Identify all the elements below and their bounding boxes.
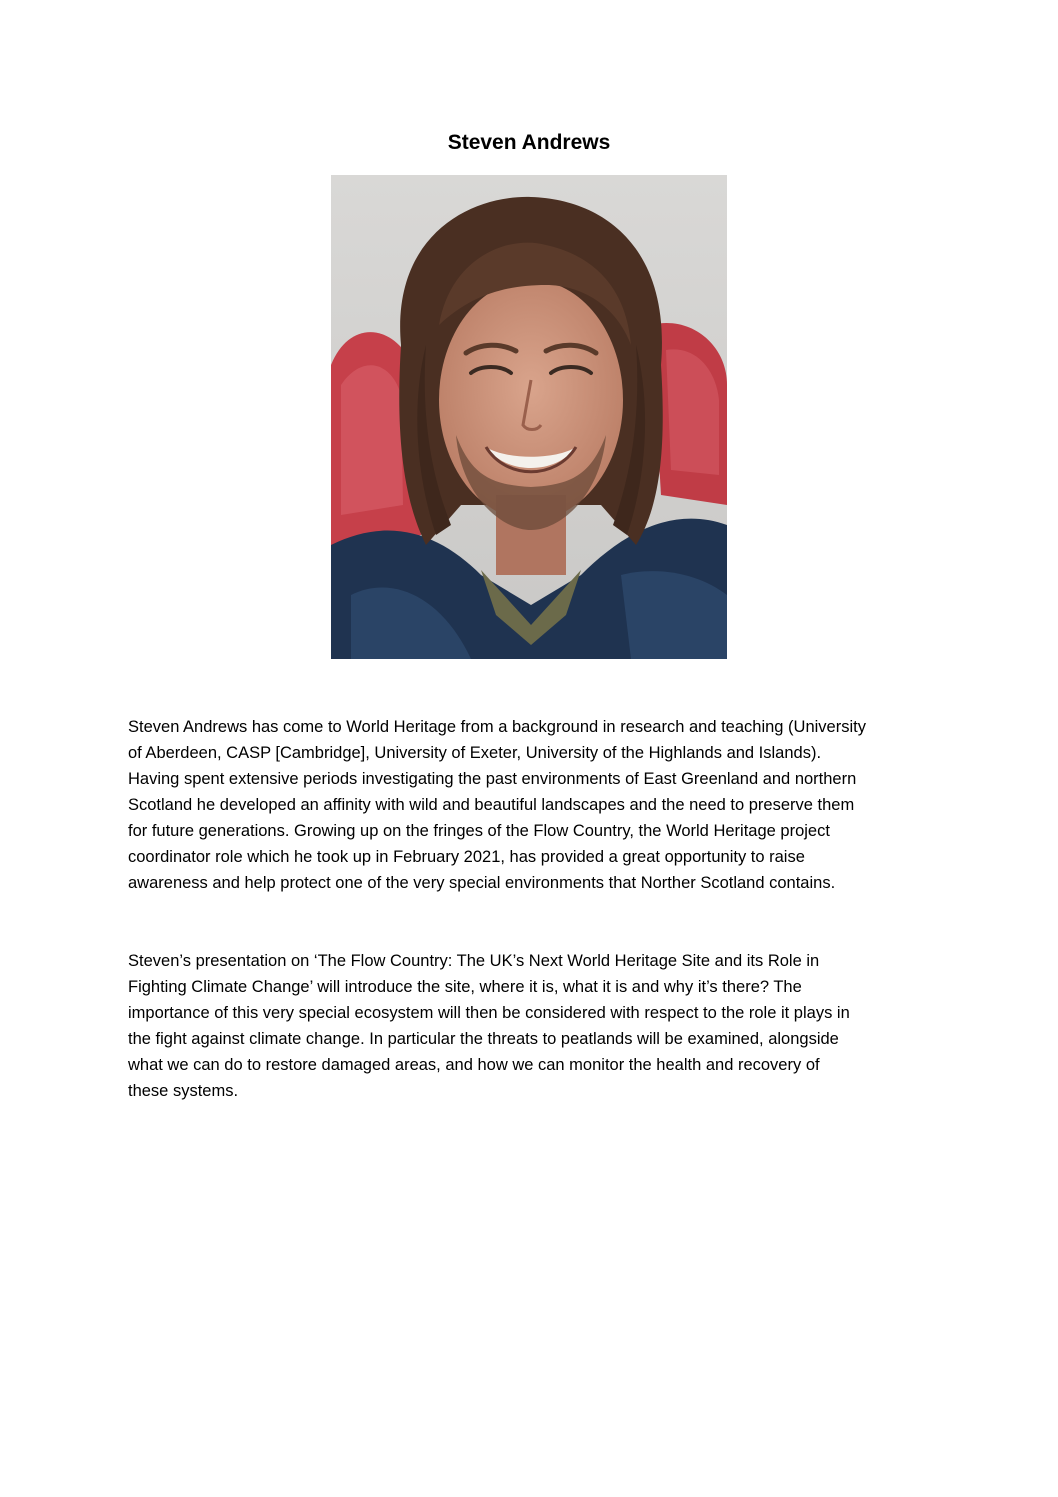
presentation-line: importance of this very special ecosystem will then be considered with respect to the role it plays in bbox=[128, 1004, 850, 1022]
bio-line: Steven Andrews has come to World Heritage from a background in research and teaching (University bbox=[128, 718, 866, 736]
page-title: Steven Andrews bbox=[447, 131, 611, 154]
bio-line: for future generations. Growing up on the fringes of the Flow Country, the World Heritage project bbox=[128, 822, 830, 840]
bio-line: Scotland he developed an affinity with wild and beautiful landscapes and the need to preserve them bbox=[128, 796, 855, 814]
presentation-line: Steven’s presentation on ‘The Flow Country: The UK’s Next World Heritage Site and its Role in bbox=[128, 952, 820, 970]
bio-line: awareness and help protect one of the very special environments that Norther Scotland contains. bbox=[128, 874, 836, 892]
bio-line: coordinator role which he took up in February 2021, has provided a great opportunity to raise bbox=[128, 848, 805, 866]
bio-line: of Aberdeen, CASP [Cambridge], University of Exeter, University of the Highlands and Islands). bbox=[128, 744, 822, 762]
presentation-line: the fight against climate change. In particular the threats to peatlands will be examined, alongside bbox=[128, 1030, 839, 1048]
presentation-paragraph bbox=[128, 948, 928, 1104]
presentation-line: these systems. bbox=[128, 1082, 239, 1100]
bio-paragraph bbox=[128, 714, 928, 896]
portrait-photo bbox=[331, 175, 727, 659]
presentation-line: Fighting Climate Change’ will introduce the site, where it is, what it is and why it’s there? The bbox=[128, 978, 802, 996]
bio-line: Having spent extensive periods investigating the past environments of East Greenland and northern bbox=[128, 770, 857, 788]
presentation-line: what we can do to restore damaged areas, and how we can monitor the health and recovery of bbox=[128, 1056, 820, 1074]
